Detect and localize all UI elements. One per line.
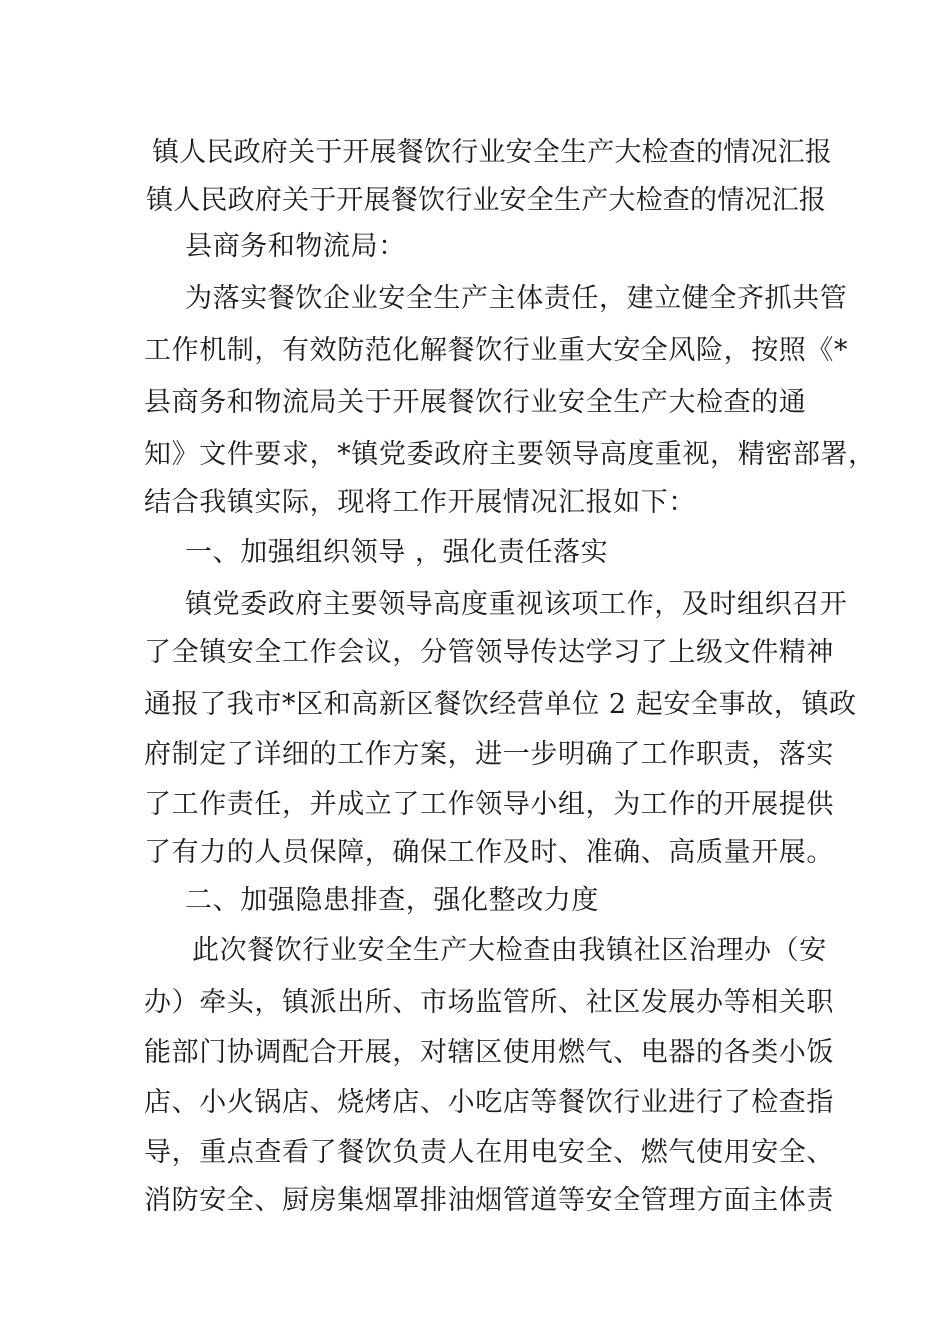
section-1-line: 通报了我市*区和高新区餐饮经营单位 2 起安全事故，镇政 bbox=[144, 689, 857, 720]
intro-line: 为落实餐饮企业安全生产主体责任，建立健全齐抓共管 bbox=[185, 283, 848, 314]
section-2-line: 能部门协调配合开展，对辖区使用燃气、电器的各类小饭 bbox=[144, 1037, 834, 1068]
section-2-line: 导，重点查看了餐饮负责人在用电安全、燃气使用安全、 bbox=[144, 1137, 834, 1168]
addressee: 县商务和物流局： bbox=[185, 231, 406, 262]
section-1-line: 了工作责任，并成立了工作领导小组，为工作的开展提供 bbox=[144, 789, 834, 820]
section-1-line: 镇党委政府主要领导高度重视该项工作，及时组织召开 bbox=[185, 589, 848, 620]
section-1-heading: 一、加强组织领导 ，强化责任落实 bbox=[185, 537, 609, 568]
section-2-line: 办）牵头，镇派出所、市场监管所、社区发展办等相关职 bbox=[144, 987, 834, 1018]
intro-line: 工作机制，有效防范化解餐饮行业重大安全风险，按照《* bbox=[144, 335, 849, 366]
section-1-line: 了有力的人员保障，确保工作及时、准确、高质量开展。 bbox=[144, 837, 834, 868]
section-2-line: 此次餐饮行业安全生产大检查由我镇社区治理办（安 bbox=[192, 935, 827, 966]
section-1-line: 了全镇安全工作会议，分管领导传达学习了上级文件精神 bbox=[144, 637, 834, 668]
intro-line: 结合我镇实际，现将工作开展情况汇报如下： bbox=[144, 487, 696, 518]
document-title: 镇人民政府关于开展餐饮行业安全生产大检查的情况汇报 bbox=[152, 137, 832, 168]
document-title-repeat: 镇人民政府关于开展餐饮行业安全生产大检查的情况汇报 bbox=[146, 185, 826, 216]
section-1-line: 府制定了详细的工作方案，进一步明确了工作职责，落实 bbox=[144, 739, 834, 770]
section-2-heading: 二、加强隐患排查，强化整改力度 bbox=[185, 885, 599, 916]
section-2-line: 店、小火锅店、烧烤店、小吃店等餐饮行业进行了检查指 bbox=[144, 1087, 834, 1118]
intro-line: 县商务和物流局关于开展餐饮行业安全生产大检查的通 bbox=[144, 387, 807, 418]
section-2-line: 消防安全、厨房集烟罩排油烟管道等安全管理方面主体责 bbox=[144, 1185, 834, 1216]
intro-line: 知》文件要求，*镇党委政府主要领导高度重视，精密部署， bbox=[144, 439, 876, 470]
